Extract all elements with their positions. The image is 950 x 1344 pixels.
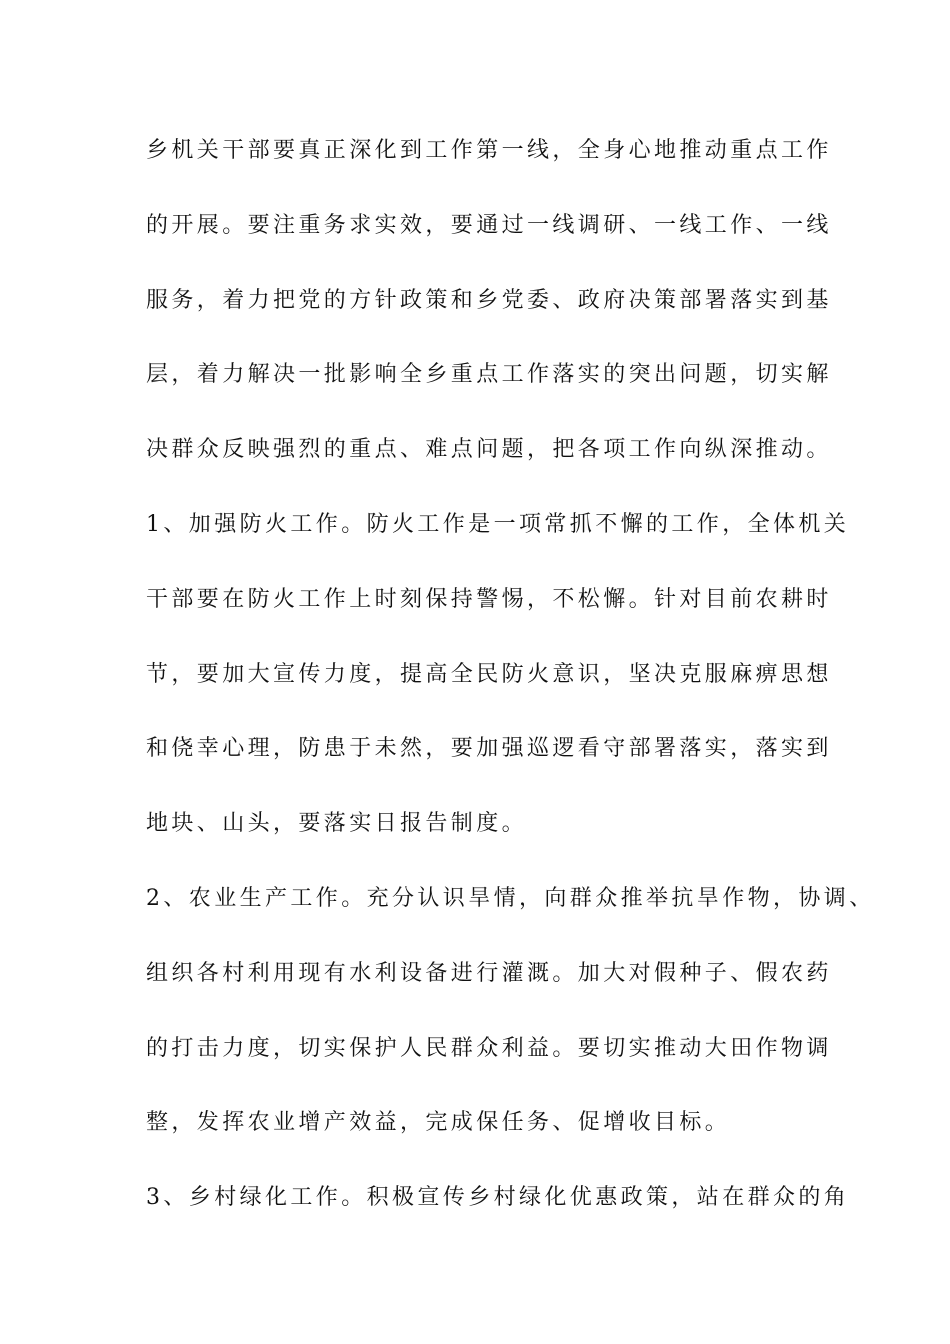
text-line: 乡机关干部要真正深化到工作第一线，全身心地推动重点工作	[146, 138, 832, 163]
text-line: 层，着力解决一批影响全乡重点工作落实的突出问题，切实解	[146, 362, 832, 388]
text-line: 节，要加大宣传力度，提高全民防火意识，坚决克服麻痹思想	[146, 661, 832, 687]
text-line: 决群众反映强烈的重点、难点问题，把各项工作向纵深推动。	[146, 437, 832, 463]
list-item-fire-prevention: 1、加强防火工作。防火工作是一项常抓不懈的工作，全体机关	[146, 511, 850, 537]
text-line: 的开展。要注重务求实效，要通过一线调研、一线工作、一线	[146, 212, 832, 238]
text-line: 组织各村利用现有水利设备进行灌溉。加大对假种子、假农药	[146, 960, 832, 986]
text-line: 服务，着力把党的方针政策和乡党委、政府决策部署落实到基	[146, 287, 832, 313]
text-line: 干部要在防火工作上时刻保持警惕，不松懈。针对目前农耕时	[146, 586, 832, 612]
list-item-greening: 3、乡村绿化工作。积极宣传乡村绿化优惠政策，站在群众的角	[146, 1185, 850, 1211]
text-line: 的打击力度，切实保护人民群众利益。要切实推动大田作物调	[146, 1035, 832, 1061]
text-line: 地块、山头，要落实日报告制度。	[146, 811, 528, 837]
text-line: 和侥幸心理，防患于未然，要加强巡逻看守部署落实，落实到	[146, 736, 832, 762]
body-text	[146, 128, 875, 1250]
list-item-agriculture: 2、农业生产工作。充分认识旱情，向群众推举抗旱作物，协调、	[146, 885, 875, 911]
text-line: 整，发挥农业增产效益，完成保任务、促增收目标。	[146, 1110, 731, 1136]
